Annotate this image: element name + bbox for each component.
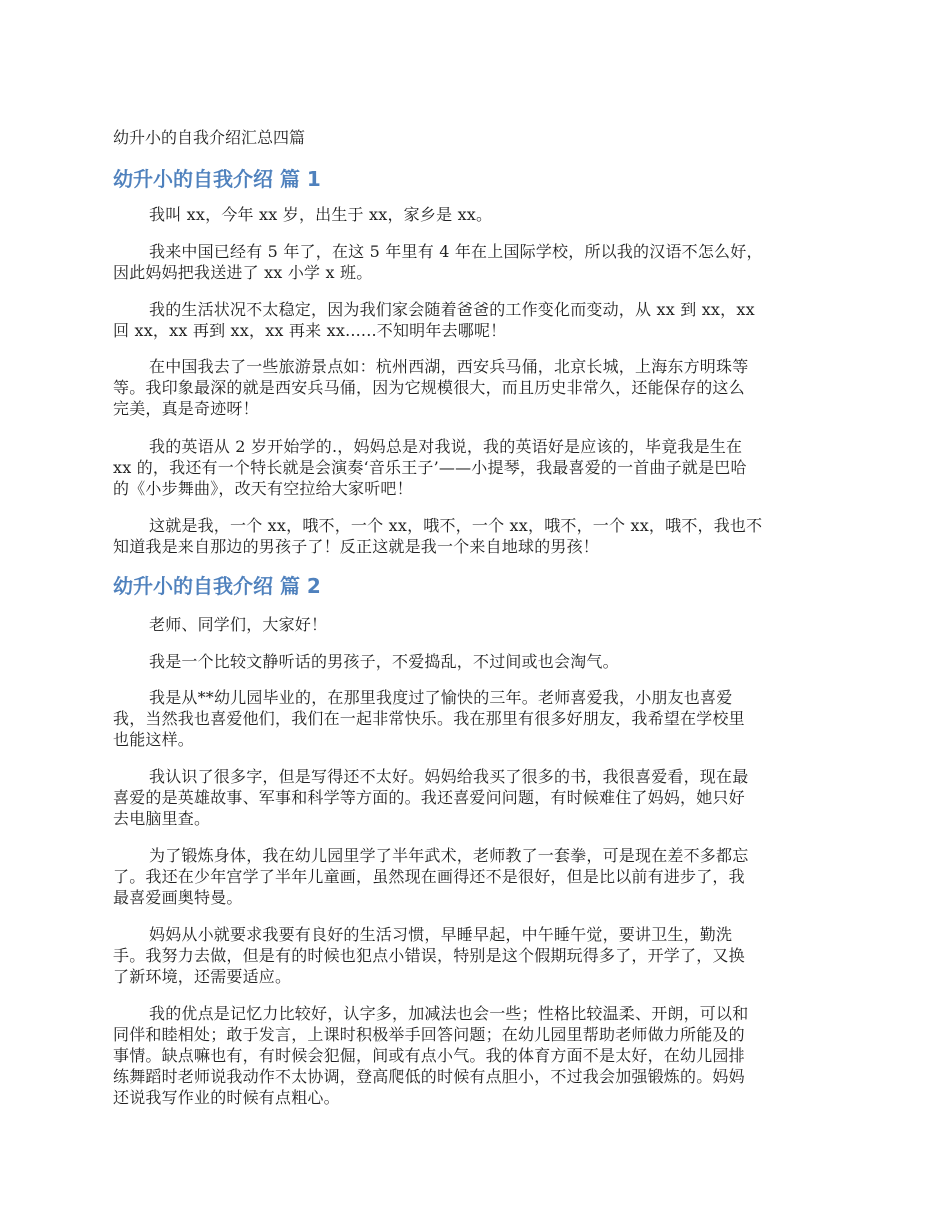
paragraph-line: 也能这样。 — [113, 730, 195, 749]
paragraph-line: 我来中国已经有 5 年了，在这 5 年里有 4 年在上国际学校，所以我的汉语不怎么好， — [149, 242, 763, 261]
paragraph-line: 我的优点是记忆力比较好，认字多，加减法也会一些；性格比较温柔、开朗，可以和 — [149, 1004, 749, 1023]
paragraph-line: 的《小步舞曲》，改天有空拉给大家听吧！ — [113, 479, 413, 498]
paragraph — [113, 436, 843, 499]
paragraph-line: 去电脑里查。 — [113, 809, 211, 828]
paragraph-line: 我的英语从 2 岁开始学的.，妈妈总是对我说，我的英语好是应该的，毕竟我是生在 — [149, 437, 743, 456]
paragraph — [113, 515, 843, 557]
paragraph-line: 知道我是来自那边的男孩子了！反正这就是我一个来自地球的男孩！ — [113, 537, 600, 556]
paragraph — [113, 924, 843, 987]
paragraph — [113, 845, 843, 908]
paragraph-line: 我认识了很多字，但是写得还不太好。妈妈给我买了很多的书，我很喜爱看，现在最 — [149, 767, 749, 786]
paragraph-line: 完美，真是奇迹呀！ — [113, 399, 259, 418]
paragraph-line: xx 的，我还有一个特长就是会演奏‘音乐王子’——小提琴，我最喜爱的一首曲子就是巴哈 — [113, 458, 747, 477]
paragraph-line: 了。我还在少年宫学了半年儿童画，虽然现在画得还不是很好，但是比以前有进步了，我 — [113, 867, 745, 886]
paragraph — [113, 356, 843, 419]
paragraph — [113, 204, 843, 225]
paragraph — [113, 1003, 843, 1108]
paragraph-line: 最喜爱画奥特曼。 — [113, 888, 243, 907]
paragraph-line: 我，当然我也喜爱他们，我们在一起非常快乐。我在那里有很多好朋友，我希望在学校里 — [113, 709, 745, 728]
paragraph-line: 老师、同学们，大家好！ — [149, 615, 328, 634]
document-title: 幼升小的自我介绍汇总四篇 — [113, 128, 306, 147]
section-heading-2: 幼升小的自我介绍 篇 2 — [113, 574, 321, 598]
paragraph-line: 我是一个比较文静听话的男孩子，不爱捣乱，不过间或也会淘气。 — [149, 652, 619, 671]
paragraph-line: 回 xx，xx 再到 xx，xx 再来 xx......不知明年去哪呢！ — [113, 321, 507, 340]
paragraph-line: 我是从**幼儿园毕业的，在那里我度过了愉快的三年。老师喜爱我，小朋友也喜爱 — [149, 688, 733, 707]
paragraph — [113, 687, 843, 750]
paragraph — [113, 299, 843, 341]
paragraph — [113, 241, 843, 283]
paragraph-line: 我的生活状况不太稳定，因为我们家会随着爸爸的工作变化而变动，从 xx 到 xx，xx — [149, 300, 755, 319]
paragraph-line: 手。我努力去做，但是有的时候也犯点小错误，特别是这个假期玩得多了，开学了，又换 — [113, 946, 745, 965]
paragraph-line: 了新环境，还需要适应。 — [113, 967, 292, 986]
paragraph-line: 事情。缺点嘛也有，有时候会犯倔，间或有点小气。我的体育方面不是太好，在幼儿园排 — [113, 1046, 745, 1065]
paragraph-line: 还说我写作业的时候有点粗心。 — [113, 1088, 340, 1107]
paragraph-line: 我叫 xx，今年 xx 岁，出生于 xx，家乡是 xx。 — [149, 205, 493, 224]
paragraph-line: 这就是我，一个 xx，哦不，一个 xx，哦不，一个 xx，哦不，一个 xx，哦不，我也不 — [149, 516, 763, 535]
paragraph-line: 在中国我去了一些旅游景点如：杭州西湖，西安兵马俑，北京长城，上海东方明珠等 — [149, 357, 749, 376]
paragraph — [113, 651, 843, 672]
paragraph — [113, 766, 843, 829]
paragraph-line: 因此妈妈把我送进了 xx 小学 x 班。 — [113, 263, 373, 282]
paragraph-line: 妈妈从小就要求我要有良好的生活习惯，早睡早起，中午睡午觉，要讲卫生，勤洗 — [149, 925, 733, 944]
paragraph-line: 练舞蹈时老师说我动作不太协调，登高爬低的时候有点胆小，不过我会加强锻炼的。妈妈 — [113, 1067, 745, 1086]
paragraph-line: 同伴和睦相处；敢于发言，上课时积极举手回答问题；在幼儿园里帮助老师做力所能及的 — [113, 1025, 745, 1044]
paragraph-line: 喜爱的是英雄故事、军事和科学等方面的。我还喜爱问问题，有时候难住了妈妈，她只好 — [113, 788, 745, 807]
paragraph — [113, 614, 843, 635]
section-heading-1: 幼升小的自我介绍 篇 1 — [113, 167, 321, 191]
paragraph-line: 为了锻炼身体，我在幼儿园里学了半年武术，老师教了一套拳，可是现在差不多都忘 — [149, 846, 749, 865]
paragraph-line: 等。我印象最深的就是西安兵马俑，因为它规模很大，而且历史非常久，还能保存的这么 — [113, 378, 745, 397]
